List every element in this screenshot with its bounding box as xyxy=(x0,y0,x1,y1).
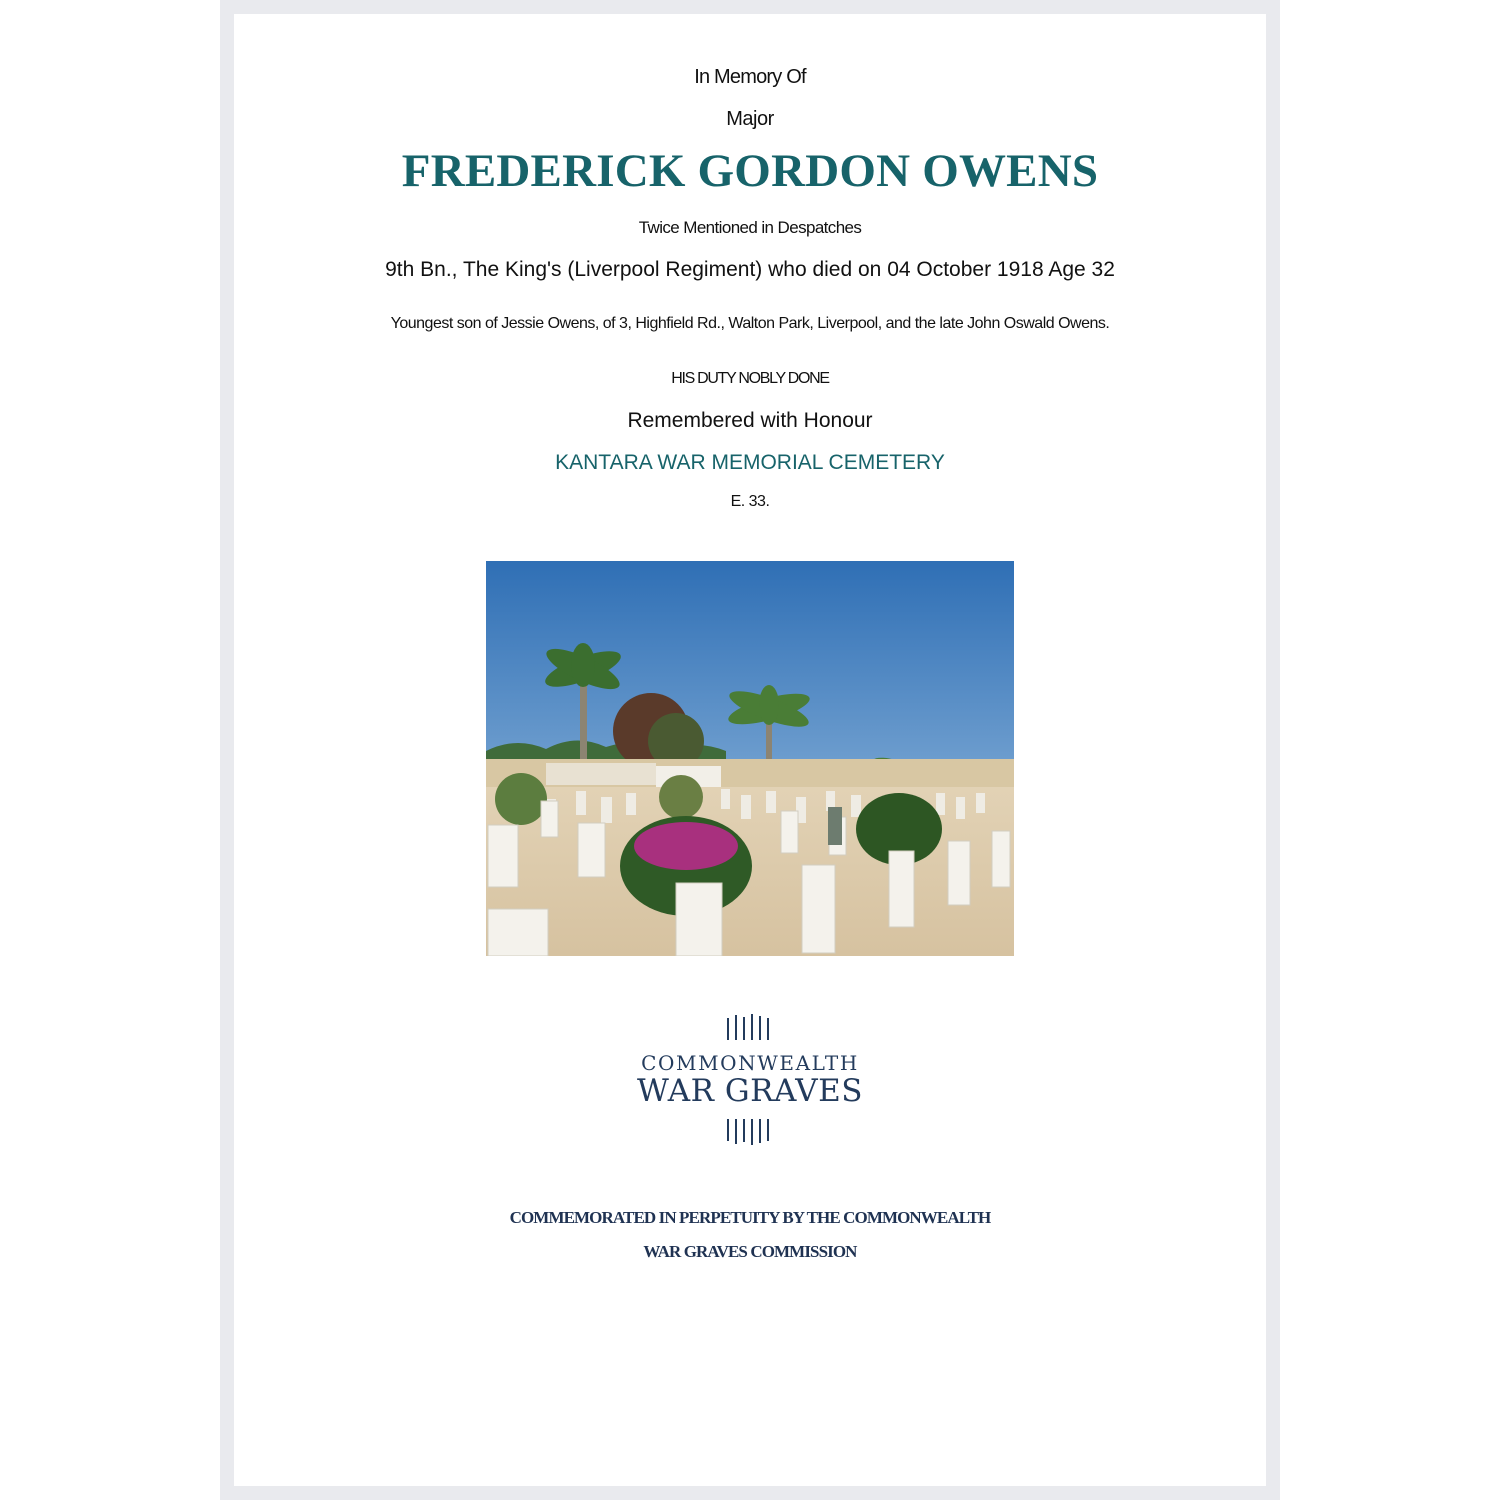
cwgc-logo xyxy=(623,1009,877,1149)
honours-text: Twice Mentioned in Despatches xyxy=(638,218,862,237)
logo-bars-icon xyxy=(623,1119,877,1145)
epitaph: HIS DUTY NOBLY DONE xyxy=(671,370,829,387)
cemetery-photo xyxy=(486,561,1014,956)
footer-line-2: WAR GRAVES COMMISSION xyxy=(643,1242,857,1261)
in-memory-heading: In Memory Of xyxy=(694,66,806,88)
logo-line-2: WAR GRAVES xyxy=(636,1073,864,1109)
soldier-name: FREDERICK GORDON OWENS xyxy=(401,145,1099,197)
logo-bars-icon xyxy=(623,1014,877,1040)
remembered-text: Remembered with Honour xyxy=(627,409,873,432)
family-details: Youngest son of Jessie Owens, of 3, Highfield Rd., Walton Park, Liverpool, and the late John Oswald Owens. xyxy=(390,315,1110,332)
rank-label: Major xyxy=(726,108,774,130)
grave-reference: E. 33. xyxy=(730,493,770,510)
logo-line-1: COMMONWEALTH xyxy=(641,1051,859,1075)
certificate-page xyxy=(234,14,1266,1486)
footer-line-1: COMMEMORATED IN PERPETUITY BY THE COMMONWEALTH xyxy=(509,1208,991,1227)
service-details: 9th Bn., The King's (Liverpool Regiment) who died on 04 October 1918 Age 32 xyxy=(385,258,1115,281)
cemetery-name: KANTARA WAR MEMORIAL CEMETERY xyxy=(555,451,945,474)
